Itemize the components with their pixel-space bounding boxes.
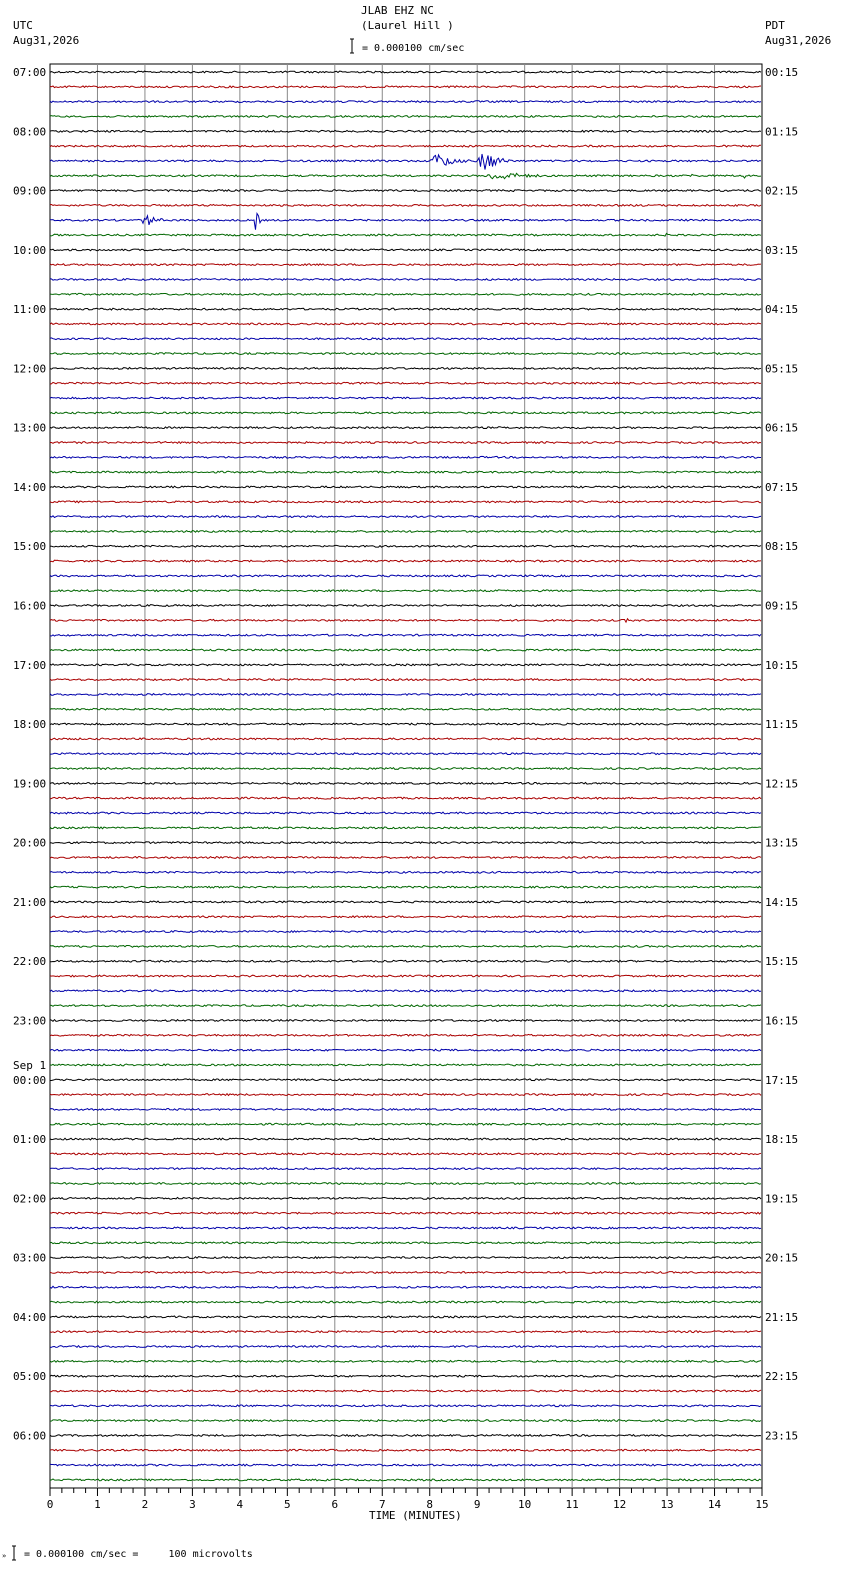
left-date: Aug31,2026	[13, 34, 80, 47]
utc-hour-label: 19:00	[13, 777, 47, 791]
x-tick-label: 8	[426, 1498, 434, 1511]
seismic-trace	[50, 975, 761, 977]
seismic-trace	[50, 1123, 761, 1125]
seismic-trace	[50, 412, 761, 414]
pdt-hour-label: 06:15	[765, 421, 799, 435]
seismic-trace	[50, 1272, 761, 1274]
seismic-trace	[50, 1420, 761, 1422]
utc-hour-label: 00:00	[13, 1073, 47, 1087]
seismic-trace	[50, 545, 761, 547]
seismic-trace	[50, 1153, 761, 1155]
seismic-trace	[50, 368, 761, 370]
pdt-hour-label: 17:15	[765, 1073, 799, 1087]
pdt-hour-label: 10:15	[765, 658, 799, 672]
seismic-trace	[50, 694, 761, 696]
seismic-trace	[50, 1242, 761, 1244]
seismic-trace	[50, 516, 761, 518]
seismic-trace	[50, 1020, 761, 1022]
seismic-trace	[50, 1360, 761, 1362]
seismic-trace	[50, 590, 761, 592]
seismic-trace	[50, 145, 761, 147]
utc-hour-label: 14:00	[13, 480, 47, 494]
seismic-trace	[50, 857, 761, 859]
seismic-trace	[50, 1064, 761, 1066]
pdt-hour-label: 08:15	[765, 540, 799, 554]
seismic-trace	[50, 1197, 761, 1199]
utc-hour-label: 13:00	[13, 421, 47, 435]
seismic-trace	[50, 130, 761, 132]
seismic-trace	[50, 605, 761, 607]
right-timezone: PDT	[765, 19, 785, 32]
seismic-trace	[50, 990, 761, 992]
x-tick-label: 1	[94, 1498, 101, 1511]
utc-hour-label: 11:00	[13, 303, 47, 317]
seismic-trace	[50, 768, 761, 770]
pdt-hour-label: 23:15	[765, 1429, 799, 1443]
seismic-trace	[50, 931, 761, 933]
seismic-trace	[50, 293, 761, 295]
x-tick-label: 15	[755, 1498, 769, 1511]
utc-hour-label: 12:00	[13, 362, 47, 376]
seismic-trace	[50, 901, 761, 903]
pdt-hour-label: 03:15	[765, 243, 799, 257]
seismic-trace	[50, 1049, 761, 1051]
seismic-trace	[50, 456, 761, 458]
pdt-hour-label: 01:15	[765, 125, 799, 139]
seismic-trace	[50, 154, 761, 170]
pdt-hour-label: 18:15	[765, 1133, 799, 1147]
location-subtitle: (Laurel Hill )	[361, 19, 454, 32]
utc-hour-label: 08:00	[13, 125, 47, 139]
utc-hour-label: 22:00	[13, 955, 47, 969]
x-tick-label: 9	[473, 1498, 481, 1511]
scale-text: = 0.000100 cm/sec	[362, 43, 465, 54]
seismic-trace	[50, 249, 761, 251]
seismic-trace	[50, 738, 761, 740]
seismic-trace	[50, 1183, 761, 1185]
seismic-trace	[50, 916, 761, 918]
seismic-trace	[50, 842, 761, 844]
pdt-hour-label: 09:15	[765, 599, 799, 613]
x-tick-label: 13	[660, 1498, 674, 1511]
seismic-trace	[50, 233, 761, 236]
seismic-trace	[50, 649, 761, 651]
seismic-trace	[50, 190, 761, 192]
seismic-trace	[50, 116, 761, 118]
seismic-trace	[50, 1449, 761, 1451]
utc-hour-label: 18:00	[13, 718, 47, 732]
utc-hour-label: 04:00	[13, 1310, 47, 1324]
x-tick-label: 4	[236, 1498, 244, 1511]
seismic-trace	[50, 575, 761, 577]
seismic-trace	[50, 205, 761, 207]
seismic-trace	[50, 101, 761, 103]
pdt-hour-label: 15:15	[765, 955, 799, 969]
seismic-trace	[50, 323, 761, 325]
seismic-trace	[50, 1316, 761, 1318]
pdt-hour-label: 05:15	[765, 362, 799, 376]
seismic-trace	[50, 886, 761, 888]
seismic-trace	[50, 1301, 761, 1303]
utc-hour-label: 06:00	[13, 1429, 47, 1443]
seismic-trace	[50, 1390, 761, 1392]
seismic-trace	[50, 812, 761, 814]
utc-hour-label: 01:00	[13, 1133, 47, 1147]
x-tick-label: 11	[565, 1498, 579, 1511]
seismic-trace	[50, 871, 761, 873]
seismic-trace	[50, 1034, 761, 1036]
seismic-trace	[50, 1479, 761, 1481]
seismic-trace	[50, 471, 761, 473]
seismic-trace	[50, 353, 761, 355]
seismic-trace	[50, 1286, 761, 1288]
utc-hour-label: 10:00	[13, 243, 47, 257]
x-axis-label: TIME (MINUTES)	[369, 1509, 462, 1522]
x-tick-label: 2	[141, 1498, 149, 1511]
pdt-hour-label: 20:15	[765, 1251, 799, 1265]
pdt-hour-label: 21:15	[765, 1310, 799, 1324]
utc-hour-label: 07:00	[13, 66, 47, 79]
left-timezone: UTC	[13, 19, 33, 32]
seismic-trace	[50, 1346, 761, 1348]
seismic-trace	[50, 1168, 761, 1170]
seismic-trace	[50, 1435, 761, 1437]
pdt-hour-label: 11:15	[765, 718, 799, 732]
seismic-trace	[50, 1079, 761, 1081]
seismic-trace	[50, 86, 761, 88]
seismic-trace	[50, 1331, 761, 1333]
x-tick-label: 3	[189, 1498, 196, 1511]
seismic-trace	[50, 279, 761, 281]
utc-hour-label: 03:00	[13, 1251, 47, 1265]
utc-hour-label: 15:00	[13, 540, 47, 554]
pdt-hour-label: 07:15	[765, 480, 799, 494]
x-tick-label: 0	[46, 1498, 54, 1511]
seismic-trace	[50, 382, 761, 384]
date-change-label: Sep 1	[13, 1058, 47, 1072]
footer-scale-note: = 0.000100 cm/sec = 100 microvolts	[24, 1549, 253, 1560]
seismic-trace	[50, 679, 761, 681]
seismic-trace	[50, 501, 761, 503]
utc-hour-label: 17:00	[13, 658, 47, 672]
seismic-trace	[50, 397, 761, 399]
pdt-hour-label: 04:15	[765, 303, 799, 317]
seismic-trace	[50, 1227, 761, 1229]
x-tick-label: 14	[707, 1498, 722, 1511]
seismic-trace	[50, 723, 761, 725]
seismic-trace	[50, 442, 761, 444]
seismic-trace	[50, 664, 761, 666]
seismic-trace	[50, 308, 761, 310]
x-tick-label: 7	[378, 1498, 386, 1511]
pdt-hour-label: 12:15	[765, 777, 799, 791]
seismic-trace	[50, 1464, 761, 1466]
seismic-trace	[50, 264, 761, 266]
seismic-trace	[50, 338, 761, 340]
seismic-trace	[50, 427, 761, 429]
seismic-trace	[50, 1375, 761, 1377]
footer-marker-glyph: »	[2, 1552, 7, 1560]
seismic-trace	[50, 619, 761, 622]
pdt-hour-label: 13:15	[765, 836, 799, 850]
pdt-hour-label: 22:15	[765, 1370, 799, 1384]
seismic-trace	[50, 753, 761, 755]
seismic-trace	[50, 71, 761, 73]
pdt-hour-label: 16:15	[765, 1014, 799, 1028]
utc-hour-label: 21:00	[13, 895, 47, 909]
utc-hour-label: 02:00	[13, 1192, 47, 1206]
station-title: JLAB EHZ NC	[361, 4, 434, 17]
x-tick-label: 5	[284, 1498, 291, 1511]
seismic-trace	[50, 1257, 761, 1259]
seismic-trace	[50, 1405, 761, 1407]
utc-hour-label: 09:00	[13, 184, 47, 198]
x-tick-label: 6	[331, 1498, 339, 1511]
seismic-trace	[50, 560, 761, 562]
pdt-hour-label: 14:15	[765, 895, 799, 909]
utc-hour-label: 05:00	[13, 1370, 47, 1384]
pdt-hour-label: 02:15	[765, 184, 799, 198]
seismic-trace	[50, 708, 761, 710]
x-tick-label: 12	[612, 1498, 627, 1511]
seismic-trace	[50, 1094, 761, 1096]
pdt-hour-label: 19:15	[765, 1192, 799, 1206]
seismic-trace	[50, 827, 761, 829]
utc-hour-label: 16:00	[13, 599, 47, 613]
seismic-trace	[50, 1005, 761, 1007]
seismic-trace	[50, 1212, 761, 1214]
seismic-trace	[50, 960, 761, 962]
pdt-hour-label: 00:15	[765, 66, 799, 79]
seismic-trace	[50, 214, 761, 230]
seismic-trace	[50, 634, 761, 636]
utc-hour-label: 23:00	[13, 1014, 47, 1028]
x-tick-label: 10	[518, 1498, 532, 1511]
utc-hour-label: 20:00	[13, 836, 47, 850]
seismic-trace	[50, 783, 761, 785]
seismic-trace	[50, 486, 761, 488]
seismic-trace	[50, 946, 761, 948]
seismic-trace	[50, 1109, 761, 1111]
plot-frame	[50, 64, 762, 1488]
seismic-trace	[50, 173, 761, 178]
seismic-trace	[50, 531, 761, 533]
seismic-trace	[50, 1138, 761, 1140]
right-date: Aug31,2026	[765, 34, 832, 47]
seismic-trace	[50, 797, 761, 799]
